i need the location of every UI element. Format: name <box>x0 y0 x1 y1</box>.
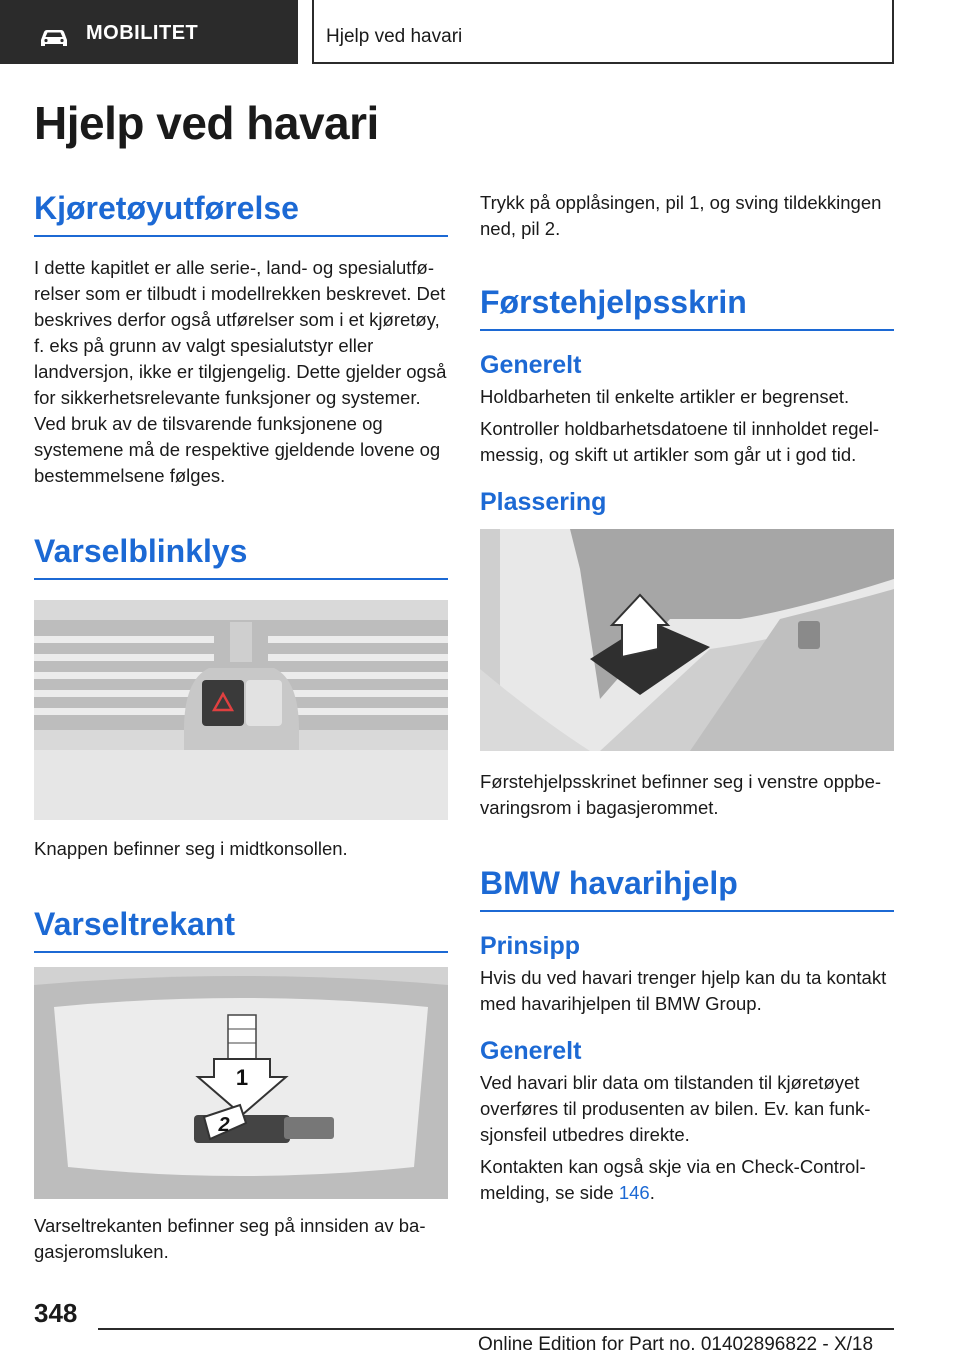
section-tab <box>0 0 298 64</box>
kontakten-end: . <box>649 1182 655 1203</box>
heading-forstehjelpsskrin: Førstehjelpsskrin <box>480 284 894 331</box>
kontakten-text: Kontakten kan også skje via en Check-Control-melding, se side <box>480 1156 866 1203</box>
heading-generelt-2: Generelt <box>480 1037 582 1065</box>
caption-varseltrekant: Varseltrekanten befinner seg på innsiden av bagasjeromsluken. <box>34 1215 426 1262</box>
first-aid-kit-image <box>480 529 894 751</box>
arrow-label-1: 1 <box>235 1065 249 1090</box>
heading-generelt-1: Generelt <box>480 351 582 379</box>
page-link-146[interactable]: 146 <box>618 1182 650 1203</box>
chapter-breadcrumb <box>312 0 894 64</box>
paragraph-generelt-2: Ved havari blir data om tilstanden til kjøretøyet overføres til produsenten av bilen. Ev. kan funksjonsfeil utbedres direkte. <box>480 1072 871 1145</box>
left-column <box>34 190 448 1265</box>
page-title: Hjelp ved havari <box>34 97 379 149</box>
paragraph-prinsipp: Hvis du ved havari trenger hjelp kan du ta kontakt med havarihjelpen til BMW Group. <box>480 967 887 1014</box>
edition-footer: Online Edition for Part no. 01402896822 - X/18 <box>478 1334 874 1355</box>
heading-plassering: Plassering <box>480 488 607 516</box>
heading-varselblinklys: Varselblinklys <box>34 533 448 580</box>
paragraph-kontroller: Kontroller holdbarhetsdatoene til innholdet regelmessig, og skift ut artikler som går ut i god tid. <box>480 418 880 465</box>
hazard-button-image <box>34 600 448 820</box>
chapter-label: Hjelp ved havari <box>326 26 463 47</box>
caption-varselblinklys: Knappen befinner seg i midtkonsollen. <box>34 838 348 859</box>
heading-prinsipp: Prinsipp <box>480 932 581 960</box>
right-column <box>480 190 894 1206</box>
paragraph-trykk: Trykk på opplåsingen, pil 1, og sving tildekkingen ned, pil 2. <box>480 192 882 239</box>
paragraph-kjoretoyutforelse: I dette kapitlet er alle serie-, land- og spesialutførelser som er tilbudt i modellrekken beskrevet. Det beskrives derfor også utførelser som i et kjøretøy, f. eks på grunn av valgt spesialutstyr eller landversjon, ikke er tilgjengelig. Dette gjelder også for sikkerhetsrelevante funksjoner og systemer. Ved bruk av de tilsvarende funksjonene og systemene må de respektive gjeldende lovene og bestemmelsene følges. <box>34 257 447 486</box>
car-icon <box>38 28 70 48</box>
paragraph-kontakten <box>480 1154 894 1206</box>
footer-divider <box>98 1328 894 1330</box>
heading-kjoretoyutforelse: Kjøretøyutførelse <box>34 190 448 237</box>
paragraph-holdbarhet: Holdbarheten til enkelte artikler er begrenset. <box>480 386 850 407</box>
section-label: MOBILITET <box>86 22 199 44</box>
warning-triangle-image <box>34 967 448 1199</box>
heading-varseltrekant: Varseltrekant <box>34 906 448 953</box>
page-number: 348 <box>34 1298 78 1328</box>
heading-bmw-havarihjelp: BMW havarihjelp <box>480 865 894 912</box>
caption-plassering: Førstehjelpsskrinet befinner seg i venstre oppbevaringsrom i bagasjerommet. <box>480 771 882 818</box>
arrow-label-2: 2 <box>218 1114 230 1136</box>
